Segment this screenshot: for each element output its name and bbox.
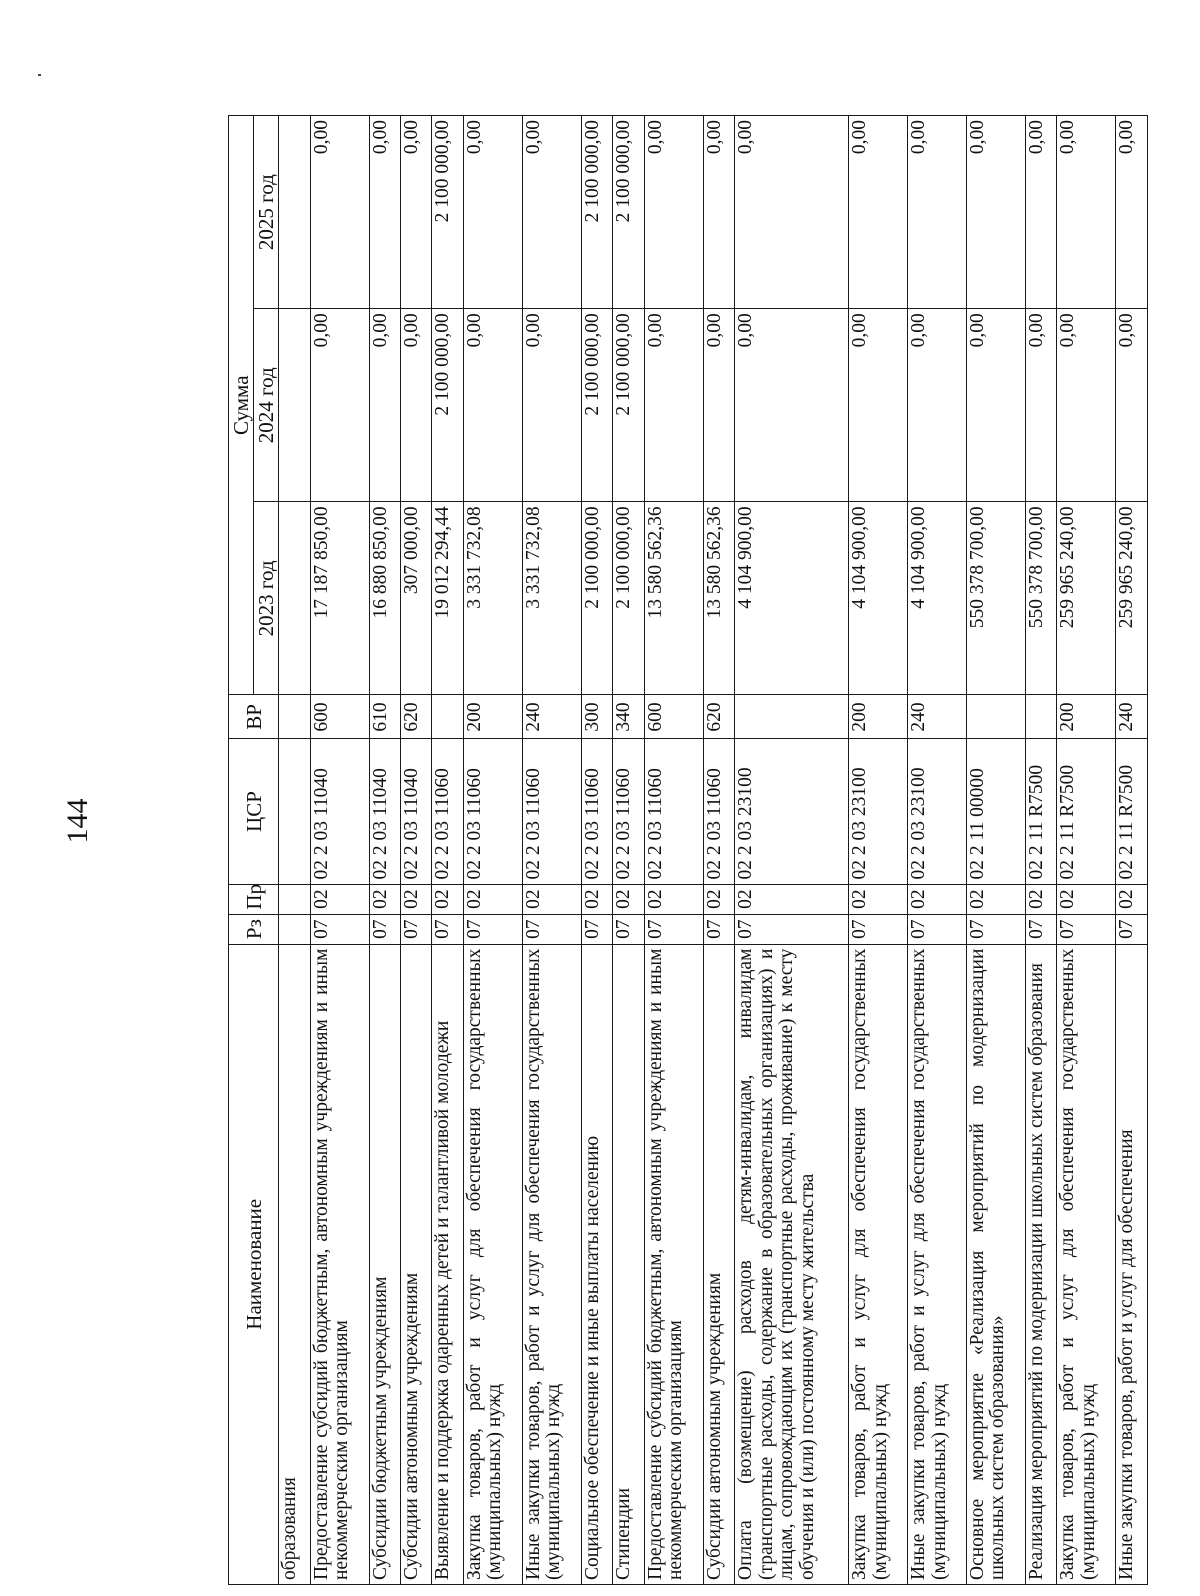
cell-vr	[279, 695, 310, 739]
cell-rz	[279, 914, 310, 944]
cell-sum-2025: 0,00	[703, 116, 734, 309]
table-row	[310, 116, 369, 1585]
cell-csr: 02 2 11 R7500	[1057, 739, 1116, 884]
cell-pr: 02	[966, 884, 1025, 914]
table-row	[703, 116, 734, 1585]
cell-csr: 02 2 03 11040	[369, 739, 400, 884]
cell-csr: 02 2 03 11060	[432, 739, 463, 884]
table-row	[908, 116, 967, 1585]
cell-sum-2024: 0,00	[1025, 309, 1056, 502]
cell-name: Стипендии	[613, 944, 644, 1584]
cell-name: Закупка товаров, работ и услуг для обеспечения государственных (муниципальных) нужд	[463, 944, 522, 1584]
cell-sum-2024: 0,00	[1116, 309, 1148, 502]
cell-rz: 07	[613, 914, 644, 944]
cell-vr	[1025, 695, 1056, 739]
cell-sum-2025: 0,00	[644, 116, 703, 309]
cell-rz: 07	[849, 914, 908, 944]
cell-csr: 02 2 03 11060	[644, 739, 703, 884]
cell-vr: 200	[849, 695, 908, 739]
header-csr: ЦСР	[229, 739, 279, 884]
cell-sum-2025: 0,00	[310, 116, 369, 309]
cell-sum-2024: 0,00	[522, 309, 581, 502]
cell-csr: 02 2 11 00000	[966, 739, 1025, 884]
table-row	[644, 116, 703, 1585]
cell-name: образования	[279, 944, 310, 1584]
cell-sum-2023: 3 331 732,08	[463, 502, 522, 695]
cell-sum-2024: 2 100 000,00	[613, 309, 644, 502]
cell-sum-2023: 4 104 900,00	[849, 502, 908, 695]
table-row	[1057, 116, 1116, 1585]
cell-sum-2024: 0,00	[1057, 309, 1116, 502]
header-sum: Сумма	[229, 116, 254, 695]
cell-csr: 02 2 03 23100	[849, 739, 908, 884]
cell-sum-2023: 13 580 562,36	[703, 502, 734, 695]
cell-rz: 07	[1025, 914, 1056, 944]
table-row	[581, 116, 612, 1585]
cell-sum-2024: 0,00	[401, 309, 432, 502]
cell-name: Предоставление субсидий бюджетным, автономным учреждениям и иным некоммерческим организациям	[644, 944, 703, 1584]
cell-csr: 02 2 03 11060	[463, 739, 522, 884]
budget-table	[228, 115, 1148, 1585]
cell-sum-2023: 13 580 562,36	[644, 502, 703, 695]
cell-pr: 02	[522, 884, 581, 914]
cell-sum-2025: 0,00	[1025, 116, 1056, 309]
cell-sum-2023: 307 000,00	[401, 502, 432, 695]
cell-rz: 07	[581, 914, 612, 944]
table-row	[966, 116, 1025, 1585]
table-row	[463, 116, 522, 1585]
cell-rz: 07	[966, 914, 1025, 944]
cell-vr: 200	[1057, 695, 1116, 739]
header-year-2025: 2025 год	[254, 116, 279, 309]
cell-sum-2024: 2 100 000,00	[432, 309, 463, 502]
cell-sum-2025: 0,00	[522, 116, 581, 309]
cell-sum-2023: 17 187 850,00	[310, 502, 369, 695]
cell-pr: 02	[644, 884, 703, 914]
cell-vr: 300	[581, 695, 612, 739]
cell-sum-2025: 0,00	[463, 116, 522, 309]
cell-rz: 07	[463, 914, 522, 944]
cell-sum-2025: 2 100 000,00	[613, 116, 644, 309]
cell-sum-2024: 0,00	[703, 309, 734, 502]
cell-rz: 07	[432, 914, 463, 944]
table-row	[369, 116, 400, 1585]
cell-pr: 02	[369, 884, 400, 914]
cell-csr: 02 2 03 11060	[703, 739, 734, 884]
cell-vr: 200	[463, 695, 522, 739]
cell-csr	[279, 739, 310, 884]
cell-sum-2024: 0,00	[310, 309, 369, 502]
cell-csr: 02 2 11 R7500	[1025, 739, 1056, 884]
cell-csr: 02 2 03 11040	[401, 739, 432, 884]
cell-csr: 02 2 03 11040	[310, 739, 369, 884]
cell-sum-2024: 0,00	[966, 309, 1025, 502]
cell-vr: 620	[401, 695, 432, 739]
cell-pr: 02	[849, 884, 908, 914]
cell-name: Реализация мероприятий по модернизации школьных систем образования	[1025, 944, 1056, 1584]
cell-sum-2025: 0,00	[1057, 116, 1116, 309]
cell-csr: 02 2 03 11060	[613, 739, 644, 884]
cell-name: Субсидии бюджетным учреждениям	[369, 944, 400, 1584]
cell-csr: 02 2 03 23100	[735, 739, 849, 884]
cell-pr: 02	[1116, 884, 1148, 914]
cell-sum-2023: 4 104 900,00	[908, 502, 967, 695]
page-number: 144	[61, 798, 94, 844]
cell-name: Субсидии автономным учреждениям	[401, 944, 432, 1584]
header-pr: Пр	[229, 884, 279, 914]
cell-pr: 02	[703, 884, 734, 914]
cell-pr: 02	[432, 884, 463, 914]
table-row	[1025, 116, 1056, 1585]
table-row	[401, 116, 432, 1585]
cell-pr: 02	[735, 884, 849, 914]
cell-sum-2023: 259 965 240,00	[1057, 502, 1116, 695]
cell-pr: 02	[463, 884, 522, 914]
cell-sum-2025: 2 100 000,00	[581, 116, 612, 309]
cell-pr: 02	[1025, 884, 1056, 914]
cell-pr: 02	[401, 884, 432, 914]
cell-rz: 07	[522, 914, 581, 944]
cell-rz: 07	[310, 914, 369, 944]
cell-sum-2024: 0,00	[463, 309, 522, 502]
table-row	[522, 116, 581, 1585]
cell-sum-2025: 0,00	[401, 116, 432, 309]
scan-speck	[38, 74, 41, 76]
cell-rz: 07	[703, 914, 734, 944]
header-year-2023: 2023 год	[254, 502, 279, 695]
cell-rz: 07	[735, 914, 849, 944]
cell-vr: 240	[908, 695, 967, 739]
cell-sum-2025: 0,00	[735, 116, 849, 309]
cell-sum-2023: 2 100 000,00	[581, 502, 612, 695]
cell-sum-2024: 0,00	[849, 309, 908, 502]
cell-vr: 340	[613, 695, 644, 739]
cell-name: Иные закупки товаров, работ и услуг для обеспечения государственных (муниципальных) нужд	[908, 944, 967, 1584]
header-name: Наименование	[229, 944, 279, 1584]
table-body	[279, 116, 1148, 1585]
table-row	[849, 116, 908, 1585]
cell-pr	[279, 884, 310, 914]
cell-csr: 02 2 03 11060	[522, 739, 581, 884]
cell-sum-2023: 259 965 240,00	[1116, 502, 1148, 695]
cell-vr: 600	[644, 695, 703, 739]
cell-csr: 02 2 03 23100	[908, 739, 967, 884]
cell-csr: 02 2 11 R7500	[1116, 739, 1148, 884]
cell-sum-2023: 550 378 700,00	[1025, 502, 1056, 695]
cell-pr: 02	[1057, 884, 1116, 914]
cell-sum-2023: 3 331 732,08	[522, 502, 581, 695]
cell-vr: 610	[369, 695, 400, 739]
cell-sum-2025: 0,00	[849, 116, 908, 309]
cell-sum-2023	[279, 502, 310, 695]
cell-sum-2025: 0,00	[966, 116, 1025, 309]
cell-pr: 02	[908, 884, 967, 914]
header-vr: ВР	[229, 695, 279, 739]
cell-name: Иные закупки товаров, работ и услуг для обеспечения государственных (муниципальных) нужд	[522, 944, 581, 1584]
cell-sum-2025: 0,00	[908, 116, 967, 309]
table-row	[613, 116, 644, 1585]
cell-rz: 07	[1116, 914, 1148, 944]
cell-rz: 07	[1057, 914, 1116, 944]
cell-vr: 600	[310, 695, 369, 739]
cell-vr: 240	[1116, 695, 1148, 739]
cell-pr: 02	[613, 884, 644, 914]
cell-sum-2023: 4 104 900,00	[735, 502, 849, 695]
table-row	[735, 116, 849, 1585]
cell-vr	[966, 695, 1025, 739]
cell-rz: 07	[369, 914, 400, 944]
cell-sum-2023: 2 100 000,00	[613, 502, 644, 695]
cell-rz: 07	[401, 914, 432, 944]
header-rz: Рз	[229, 914, 279, 944]
cell-csr: 02 2 03 11060	[581, 739, 612, 884]
table-row	[279, 116, 310, 1585]
cell-vr: 620	[703, 695, 734, 739]
cell-sum-2023: 19 012 294,44	[432, 502, 463, 695]
cell-name: Оплата (возмещение) расходов детям-инвалидам, инвалидам (транспортные расходы, содержание в образовательных организациях) и лицам, сопровождающим их (транспортные расходы, проживание) к месту обучения и (или) постоянному месту жительства	[735, 944, 849, 1584]
header-year-2024: 2024 год	[254, 309, 279, 502]
cell-sum-2024	[279, 309, 310, 502]
cell-name: Закупка товаров, работ и услуг для обеспечения государственных (муниципальных) нужд	[1057, 944, 1116, 1584]
cell-vr: 240	[522, 695, 581, 739]
cell-name: Субсидии автономным учреждениям	[703, 944, 734, 1584]
cell-vr	[432, 695, 463, 739]
cell-sum-2025: 2 100 000,00	[432, 116, 463, 309]
table-row	[1116, 116, 1148, 1585]
cell-vr	[735, 695, 849, 739]
cell-sum-2025: 0,00	[1116, 116, 1148, 309]
cell-name: Социальное обеспечение и иные выплаты населению	[581, 944, 612, 1584]
cell-sum-2024: 2 100 000,00	[581, 309, 612, 502]
cell-pr: 02	[581, 884, 612, 914]
table-row	[432, 116, 463, 1585]
cell-name: Закупка товаров, работ и услуг для обеспечения государственных (муниципальных) нужд	[849, 944, 908, 1584]
cell-sum-2024: 0,00	[369, 309, 400, 502]
budget-table-rotated	[228, 115, 1148, 1585]
cell-sum-2024: 0,00	[644, 309, 703, 502]
cell-name: Выявление и поддержка одаренных детей и талантливой молодежи	[432, 944, 463, 1584]
header-row-1	[229, 116, 254, 1585]
cell-rz: 07	[908, 914, 967, 944]
cell-name: Основное мероприятие «Реализация мероприятий по модернизации школьных систем образования»	[966, 944, 1025, 1584]
cell-sum-2025	[279, 116, 310, 309]
cell-sum-2023: 550 378 700,00	[966, 502, 1025, 695]
cell-sum-2024: 0,00	[908, 309, 967, 502]
cell-name: Предоставление субсидий бюджетным, автономным учреждениям и иным некоммерческим организациям	[310, 944, 369, 1584]
cell-rz: 07	[644, 914, 703, 944]
cell-sum-2025: 0,00	[369, 116, 400, 309]
cell-sum-2024: 0,00	[735, 309, 849, 502]
cell-name: Иные закупки товаров, работ и услуг для обеспечения	[1116, 944, 1148, 1584]
cell-sum-2023: 16 880 850,00	[369, 502, 400, 695]
cell-pr: 02	[310, 884, 369, 914]
